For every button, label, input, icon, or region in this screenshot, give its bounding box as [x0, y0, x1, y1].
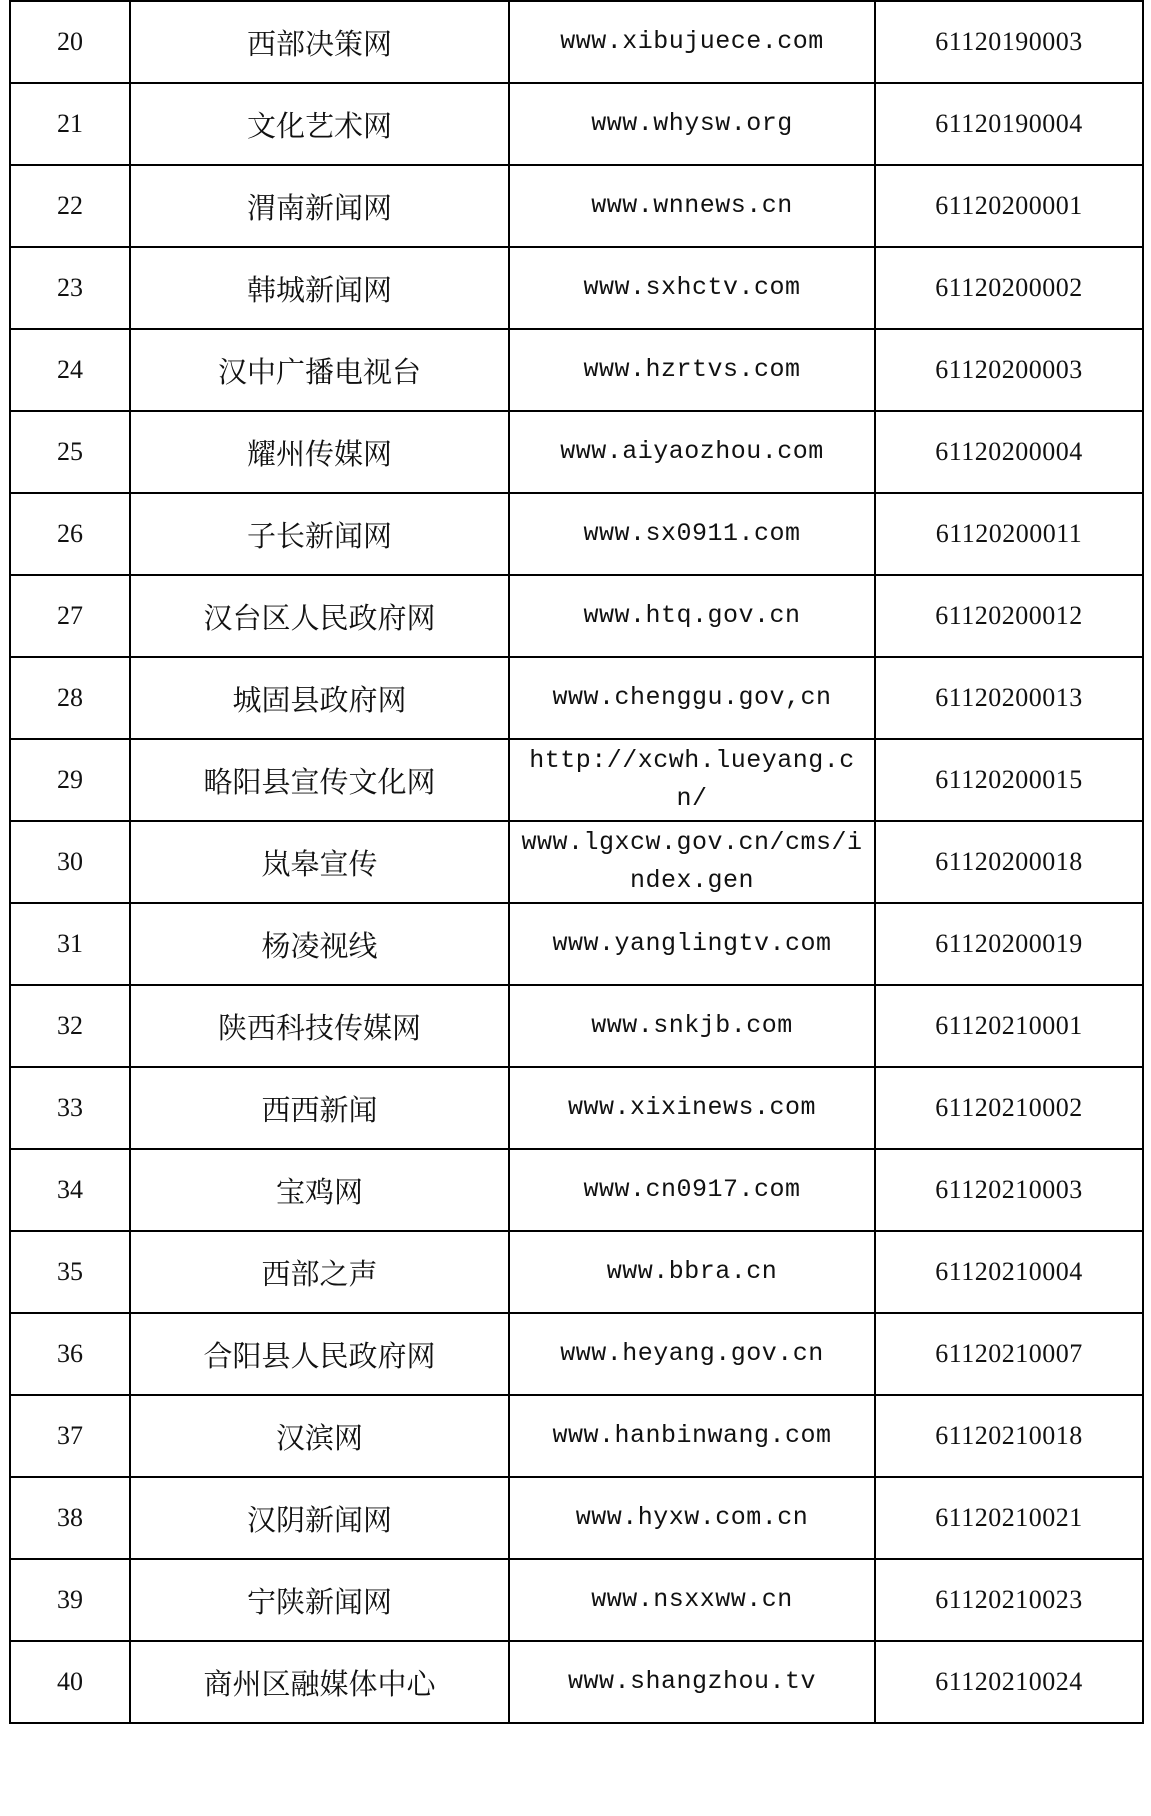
row-number-cell: 21	[10, 83, 130, 165]
registration-code-cell: 61120190004	[875, 83, 1143, 165]
row-number-cell: 27	[10, 575, 130, 657]
site-url-cell: www.nsxxww.cn	[509, 1559, 875, 1641]
row-number-cell: 20	[10, 1, 130, 83]
row-number-cell: 38	[10, 1477, 130, 1559]
registration-code-cell: 61120210024	[875, 1641, 1143, 1723]
registration-code-cell: 61120210003	[875, 1149, 1143, 1231]
site-name-cell: 宝鸡网	[130, 1149, 509, 1231]
row-number-cell: 26	[10, 493, 130, 575]
site-url-cell: www.cn0917.com	[509, 1149, 875, 1231]
table-row	[10, 1477, 1143, 1559]
site-name-cell: 汉滨网	[130, 1395, 509, 1477]
site-url-cell: www.sxhctv.com	[509, 247, 875, 329]
registration-code-cell: 61120210002	[875, 1067, 1143, 1149]
site-name-cell: 合阳县人民政府网	[130, 1313, 509, 1395]
site-name-cell: 西部之声	[130, 1231, 509, 1313]
site-name-cell: 杨凌视线	[130, 903, 509, 985]
row-number-cell: 37	[10, 1395, 130, 1477]
site-url-cell: www.chenggu.gov,cn	[509, 657, 875, 739]
site-url-cell: www.yanglingtv.com	[509, 903, 875, 985]
table-row	[10, 1231, 1143, 1313]
site-url-cell: www.xixinews.com	[509, 1067, 875, 1149]
table-row	[10, 821, 1143, 903]
registration-code-cell: 61120200015	[875, 739, 1143, 821]
site-url-cell: www.hyxw.com.cn	[509, 1477, 875, 1559]
site-url-cell: http://xcwh.lueyang.cn/	[509, 739, 875, 821]
site-name-cell: 汉台区人民政府网	[130, 575, 509, 657]
table-row	[10, 165, 1143, 247]
row-number-cell: 30	[10, 821, 130, 903]
site-name-cell: 韩城新闻网	[130, 247, 509, 329]
row-number-cell: 25	[10, 411, 130, 493]
table-row	[10, 1067, 1143, 1149]
row-number-cell: 29	[10, 739, 130, 821]
registration-code-cell: 61120200019	[875, 903, 1143, 985]
row-number-cell: 24	[10, 329, 130, 411]
table-row	[10, 739, 1143, 821]
site-name-cell: 渭南新闻网	[130, 165, 509, 247]
site-url-cell: www.whysw.org	[509, 83, 875, 165]
table-row	[10, 1395, 1143, 1477]
site-url-cell: www.xibujuece.com	[509, 1, 875, 83]
site-url-cell: www.aiyaozhou.com	[509, 411, 875, 493]
registration-code-cell: 61120210004	[875, 1231, 1143, 1313]
row-number-cell: 32	[10, 985, 130, 1067]
table-row	[10, 575, 1143, 657]
website-registry-table	[9, 0, 1144, 1724]
registration-code-cell: 61120200002	[875, 247, 1143, 329]
row-number-cell: 35	[10, 1231, 130, 1313]
registration-code-cell: 61120200018	[875, 821, 1143, 903]
site-url-cell: www.snkjb.com	[509, 985, 875, 1067]
site-name-cell: 文化艺术网	[130, 83, 509, 165]
row-number-cell: 39	[10, 1559, 130, 1641]
row-number-cell: 40	[10, 1641, 130, 1723]
registration-code-cell: 61120210023	[875, 1559, 1143, 1641]
table-row	[10, 1313, 1143, 1395]
table-row	[10, 493, 1143, 575]
site-name-cell: 汉中广播电视台	[130, 329, 509, 411]
site-url-cell: www.bbra.cn	[509, 1231, 875, 1313]
site-url-cell: www.htq.gov.cn	[509, 575, 875, 657]
site-name-cell: 汉阴新闻网	[130, 1477, 509, 1559]
site-name-cell: 商州区融媒体中心	[130, 1641, 509, 1723]
registration-code-cell: 61120200003	[875, 329, 1143, 411]
table-row	[10, 83, 1143, 165]
site-name-cell: 西西新闻	[130, 1067, 509, 1149]
site-name-cell: 略阳县宣传文化网	[130, 739, 509, 821]
registration-code-cell: 61120210018	[875, 1395, 1143, 1477]
table-body	[10, 1, 1143, 1723]
registration-code-cell: 61120200013	[875, 657, 1143, 739]
table-row	[10, 1, 1143, 83]
row-number-cell: 31	[10, 903, 130, 985]
site-url-cell: www.sx0911.com	[509, 493, 875, 575]
row-number-cell: 36	[10, 1313, 130, 1395]
row-number-cell: 23	[10, 247, 130, 329]
site-name-cell: 城固县政府网	[130, 657, 509, 739]
table-row	[10, 1641, 1143, 1723]
registry-table-container	[9, 0, 1142, 1724]
site-url-cell: www.hanbinwang.com	[509, 1395, 875, 1477]
table-row	[10, 329, 1143, 411]
site-url-cell: www.heyang.gov.cn	[509, 1313, 875, 1395]
table-row	[10, 411, 1143, 493]
registration-code-cell: 61120200012	[875, 575, 1143, 657]
table-row	[10, 985, 1143, 1067]
registration-code-cell: 61120210001	[875, 985, 1143, 1067]
site-url-cell: www.shangzhou.tv	[509, 1641, 875, 1723]
registration-code-cell: 61120190003	[875, 1, 1143, 83]
registration-code-cell: 61120200004	[875, 411, 1143, 493]
registration-code-cell: 61120200001	[875, 165, 1143, 247]
site-name-cell: 宁陕新闻网	[130, 1559, 509, 1641]
row-number-cell: 34	[10, 1149, 130, 1231]
table-row	[10, 247, 1143, 329]
site-name-cell: 岚皋宣传	[130, 821, 509, 903]
site-name-cell: 耀州传媒网	[130, 411, 509, 493]
registration-code-cell: 61120210007	[875, 1313, 1143, 1395]
registration-code-cell: 61120210021	[875, 1477, 1143, 1559]
table-row	[10, 1149, 1143, 1231]
table-row	[10, 657, 1143, 739]
row-number-cell: 33	[10, 1067, 130, 1149]
site-name-cell: 子长新闻网	[130, 493, 509, 575]
registration-code-cell: 61120200011	[875, 493, 1143, 575]
table-row	[10, 1559, 1143, 1641]
row-number-cell: 28	[10, 657, 130, 739]
site-name-cell: 陕西科技传媒网	[130, 985, 509, 1067]
site-name-cell: 西部决策网	[130, 1, 509, 83]
row-number-cell: 22	[10, 165, 130, 247]
site-url-cell: www.hzrtvs.com	[509, 329, 875, 411]
site-url-cell: www.lgxcw.gov.cn/cms/index.gen	[509, 821, 875, 903]
table-row	[10, 903, 1143, 985]
site-url-cell: www.wnnews.cn	[509, 165, 875, 247]
